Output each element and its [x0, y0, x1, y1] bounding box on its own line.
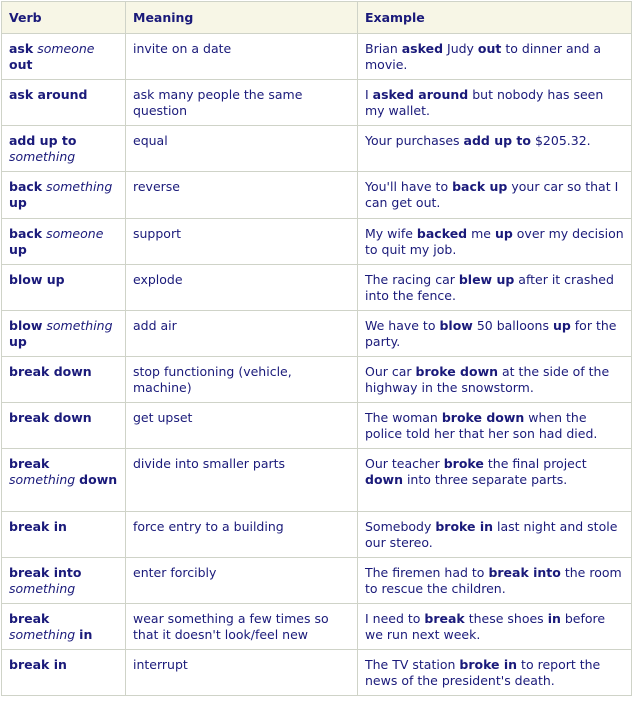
bold-text: break: [424, 611, 465, 626]
bold-text: up: [552, 318, 571, 333]
example-cell: [358, 512, 632, 558]
text-run: We have to: [365, 318, 440, 333]
example-cell: [358, 449, 632, 512]
bold-text: break into: [9, 565, 82, 580]
text-run: me: [467, 226, 495, 241]
table-row: [2, 449, 632, 512]
text-run: but nobody has seen my wallet.: [365, 87, 604, 118]
bold-text: asked around: [372, 87, 469, 102]
text-run: The woman: [365, 410, 442, 425]
text-run: I need to: [365, 611, 425, 626]
meaning-cell: enter forcibly: [126, 558, 358, 604]
bold-text: back up: [452, 179, 508, 194]
verb-cell: [2, 172, 126, 219]
example-cell: [358, 172, 632, 219]
bold-text: break down: [9, 364, 92, 379]
table-row: [2, 357, 632, 403]
text-run: The racing car: [365, 272, 459, 287]
verb-cell: [2, 219, 126, 265]
example-cell: [358, 34, 632, 80]
text-run: the room to rescue the children.: [365, 565, 622, 596]
meaning-cell: equal: [126, 126, 358, 172]
meaning-cell: stop functioning (vehicle, machine): [126, 357, 358, 403]
table-row: [2, 80, 632, 126]
text-run: last night and stole our stereo.: [365, 519, 618, 550]
bold-text: broke: [443, 456, 484, 471]
meaning-cell: invite on a date: [126, 34, 358, 80]
example-cell: [358, 80, 632, 126]
bold-text: blow up: [9, 272, 65, 287]
table-row: [2, 172, 632, 219]
bold-text: broke in: [435, 519, 494, 534]
text-run: Your purchases: [365, 133, 464, 148]
example-cell: [358, 558, 632, 604]
verb-cell: [2, 80, 126, 126]
meaning-cell: explode: [126, 265, 358, 311]
bold-text: down: [365, 471, 403, 487]
example-cell: [358, 604, 632, 650]
bold-text: blow: [9, 318, 43, 333]
text-run: You'll have to: [365, 179, 453, 194]
italic-text: something: [9, 148, 76, 164]
verb-cell: [2, 558, 126, 604]
table-row: [2, 512, 632, 558]
italic-text: something: [9, 580, 76, 596]
bold-text: break: [9, 611, 50, 626]
bold-text: up: [9, 241, 27, 257]
table-row: [2, 311, 632, 357]
table-row: [2, 34, 632, 80]
table-row: [2, 650, 632, 696]
bold-text: blow: [439, 318, 473, 333]
bold-text: out: [9, 56, 33, 72]
text-run: at the side of the highway in the snowstorm.: [365, 364, 610, 395]
meaning-cell: divide into smaller parts: [126, 449, 358, 512]
verb-cell: [2, 403, 126, 449]
bold-text: blew up: [458, 272, 515, 287]
bold-text: ask: [9, 41, 34, 56]
text-run: Judy: [443, 41, 478, 56]
verb-cell: [2, 311, 126, 357]
verb-cell: [2, 34, 126, 80]
text-run: when the police told her that her son had died.: [365, 410, 598, 441]
text-run: after it crashed into the fence.: [365, 272, 614, 303]
text-run: Our teacher: [365, 456, 444, 471]
meaning-cell: ask many people the same question: [126, 80, 358, 126]
example-cell: [358, 219, 632, 265]
meaning-cell: reverse: [126, 172, 358, 219]
bold-text: break in: [9, 657, 67, 672]
text-run: Our car: [365, 364, 416, 379]
meaning-cell: interrupt: [126, 650, 358, 696]
text-run: to report the news of the president's death.: [365, 657, 601, 688]
italic-text: someone: [37, 41, 95, 56]
header-row: [2, 2, 632, 34]
text-run: the final project: [483, 456, 587, 471]
bold-text: break into: [488, 565, 561, 580]
text-run: $205.32.: [530, 133, 591, 148]
example-cell: [358, 265, 632, 311]
text-run: your car so that I can get out.: [365, 179, 619, 210]
verb-cell: [2, 650, 126, 696]
text-run: to dinner and a movie.: [365, 41, 602, 72]
text-run: 50 balloons: [472, 318, 553, 333]
text-run: over my decision to quit my job.: [365, 226, 624, 257]
italic-text: something: [46, 179, 113, 194]
column-header-example: Example: [358, 2, 632, 34]
text-run: I: [365, 87, 373, 102]
verb-cell: [2, 126, 126, 172]
meaning-cell: force entry to a building: [126, 512, 358, 558]
italic-text: something: [46, 318, 113, 333]
text-run: Somebody: [365, 519, 436, 534]
text-run: for the party.: [365, 318, 617, 349]
bold-text: back: [9, 226, 43, 241]
example-cell: [358, 126, 632, 172]
text-run: before we run next week.: [365, 611, 606, 642]
verb-cell: [2, 604, 126, 650]
bold-text: broke in: [459, 657, 518, 672]
example-cell: [358, 403, 632, 449]
bold-text: in: [79, 626, 93, 642]
bold-text: break: [9, 456, 50, 471]
text-run: My wife: [365, 226, 417, 241]
table-row: [2, 558, 632, 604]
bold-text: broke down: [415, 364, 499, 379]
meaning-cell: get upset: [126, 403, 358, 449]
meaning-cell: add air: [126, 311, 358, 357]
verb-cell: [2, 265, 126, 311]
bold-text: asked: [401, 41, 444, 56]
verb-cell: [2, 449, 126, 512]
table-row: [2, 403, 632, 449]
table-row: [2, 604, 632, 650]
column-header-meaning: Meaning: [126, 2, 358, 34]
table-row: [2, 265, 632, 311]
bold-text: backed: [416, 226, 468, 241]
bold-text: up: [494, 226, 513, 241]
table-row: [2, 126, 632, 172]
example-cell: [358, 311, 632, 357]
column-header-verb: Verb: [2, 2, 126, 34]
verb-cell: [2, 357, 126, 403]
text-run: these shoes: [464, 611, 548, 626]
bold-text: break in: [9, 519, 67, 534]
bold-text: down: [79, 471, 118, 487]
text-run: The firemen had to: [365, 565, 489, 580]
example-cell: [358, 357, 632, 403]
meaning-cell: wear something a few times so that it doesn't look/feel new: [126, 604, 358, 650]
text-run: Brian: [365, 41, 402, 56]
bold-text: ask around: [9, 87, 88, 102]
bold-text: add up to: [9, 133, 77, 148]
table-body: [2, 34, 632, 696]
bold-text: up: [9, 333, 27, 349]
bold-text: broke down: [441, 410, 525, 425]
text-run: The TV station: [365, 657, 460, 672]
bold-text: back: [9, 179, 43, 194]
phrasal-verbs-table: [1, 1, 632, 696]
bold-text: out: [477, 41, 502, 56]
bold-text: up: [9, 194, 27, 210]
italic-text: something: [9, 626, 76, 642]
italic-text: someone: [46, 226, 104, 241]
text-run: into three separate parts.: [402, 471, 568, 487]
italic-text: something: [9, 471, 76, 487]
example-cell: [358, 650, 632, 696]
bold-text: in: [547, 611, 561, 626]
bold-text: break down: [9, 410, 92, 425]
bold-text: add up to: [463, 133, 531, 148]
table-row: [2, 219, 632, 265]
verb-cell: [2, 512, 126, 558]
meaning-cell: support: [126, 219, 358, 265]
